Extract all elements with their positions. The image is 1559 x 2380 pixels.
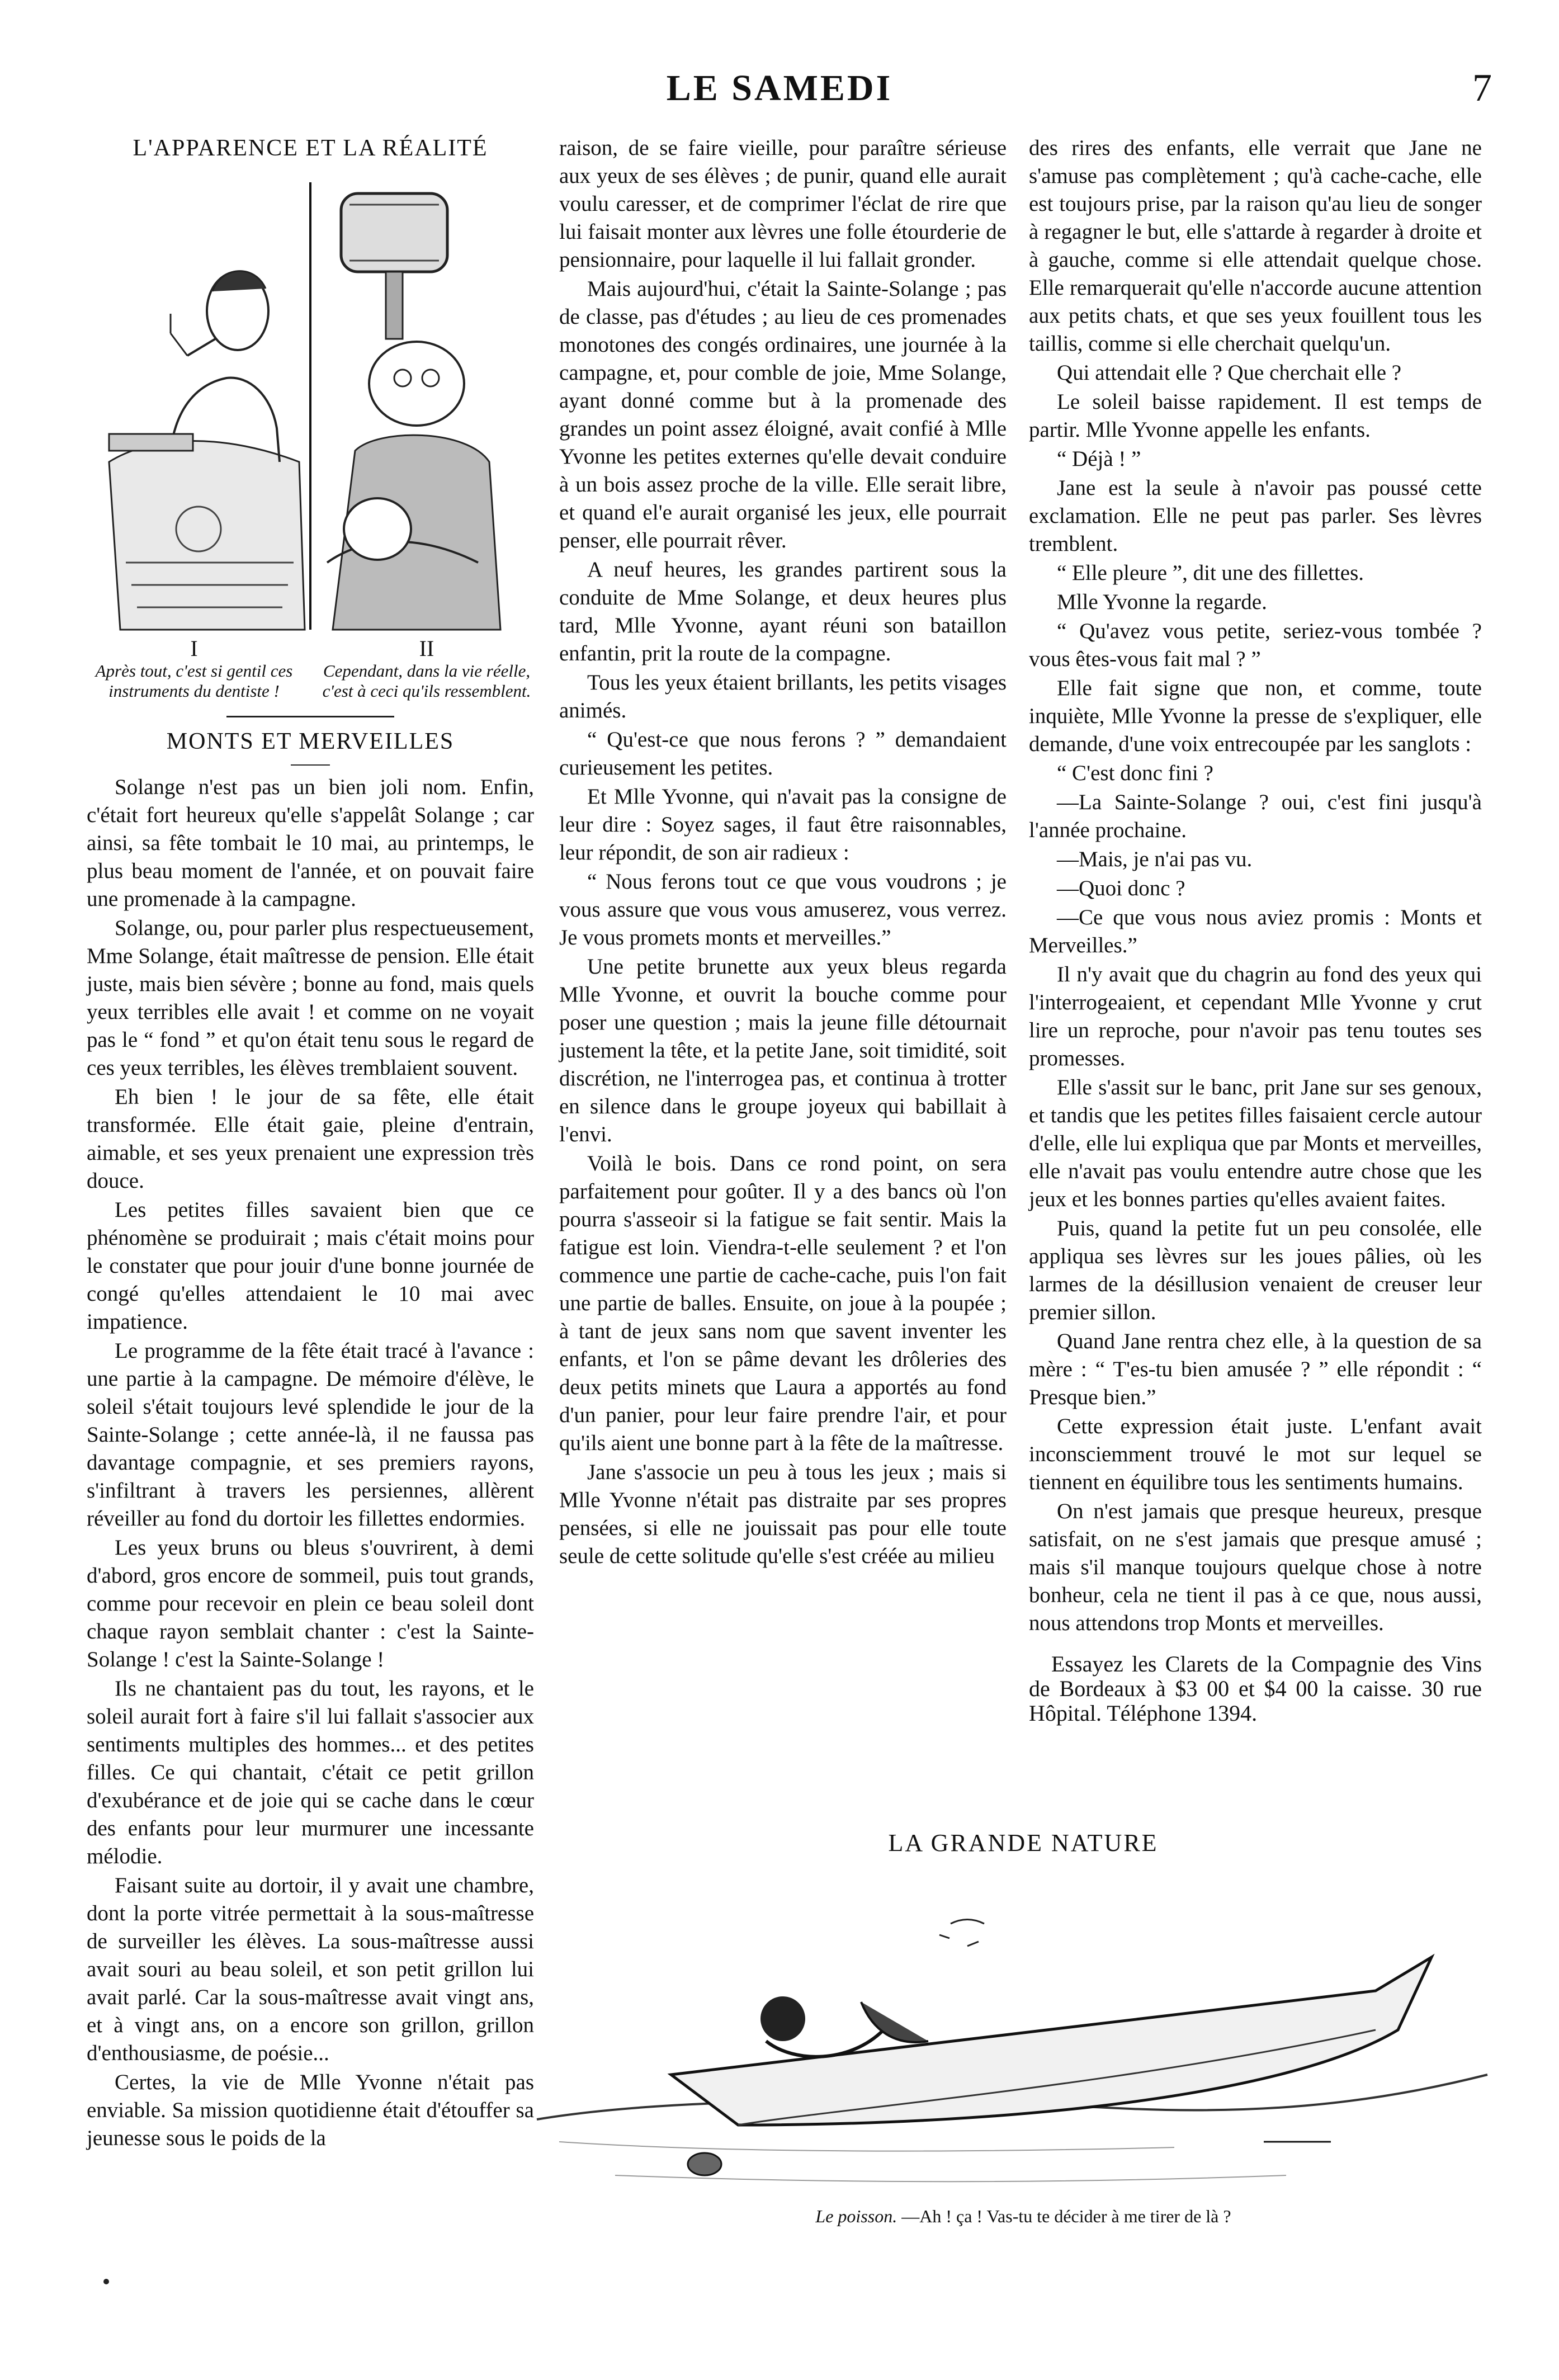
story-paragraph: Puis, quand la petite fut un peu consolée, elle appliqua ses lèvres sur les joues pâlies, où les larmes de la désillusion venaient de creuser leur premier sillon. — [1029, 1216, 1482, 1324]
cartoon-title: LA GRANDE NATURE — [888, 1829, 1159, 1857]
story-paragraph: Cette expression était juste. L'enfant avait inconsciemment trouvé le mot sur lequel se tiennent en équilibre tous les sentiments humains. — [1029, 1414, 1482, 1494]
story-paragraph: “ Qu'avez vous petite, seriez-vous tombée ? vous êtes-vous fait mal ? ” — [1029, 619, 1482, 671]
story-paragraph: Mais aujourd'hui, c'était la Sainte-Solange ; pas de classe, pas d'études ; au lieu de ces promenades monotones des congés ordinaires, une journée à la campagne, et, pour comble de joie, Mme Solange, ayant donné comme but à la promenade des grandes un point assez éloigné, avait confié à Mlle Yvonne les petites externes qu'elle devait conduire à un bois assez proche de la ville. Elle serait libre, et quand el'e aurait organisé les jeux, elle pourrait penser, elle pourrait rêver. — [559, 277, 1007, 552]
page-mark — [103, 2279, 109, 2284]
story-paragraph: Le soleil baisse rapidement. Il est temps de partir. Mlle Yvonne appelle les enfants. — [1029, 390, 1482, 442]
story-paragraph: Il n'y avait que du chagrin au fond des yeux qui l'interrogeaient, et cependant Mlle Yvonne y crut lire un reproche, pour n'avoir pas tenu toutes ses promesses. — [1029, 962, 1482, 1070]
masthead-title: LE SAMEDI — [666, 68, 893, 108]
story-paragraph: des rires des enfants, elle verrait que Jane ne s'amuse pas complètement ; qu'à cache-cache, elle est toujours prise, par la raison qu'au lieu de songer à regagner le but, elle s'attarde à regarder à droite et à gauche, comme si elle attendait quelque chose. Elle remarquerait qu'elle n'accorde aucune attention aux petits chats, et que ses yeux fouillent tous les taillis, comme si elle cherchait quelqu'un. — [1029, 136, 1482, 356]
story-paragraph: Jane s'associe un peu à tous les jeux ; mais si Mlle Yvonne n'était pas distraite par ses propres pensées, si elle ne jouissait pas pour elle toute seule de cette solitude qu'elle s'est créée au milieu — [559, 1460, 1007, 1568]
story-paragraph: Certes, la vie de Mlle Yvonne n'était pas enviable. Sa mission quotidienne était d'étouffer sa jeunesse sous le poids de la — [87, 2070, 534, 2150]
panel-1-caption-text: Après tout, c'est si gentil ces instruments du dentiste ! — [95, 661, 293, 701]
story-title: MONTS ET MERVEILLES — [166, 729, 455, 754]
story-paragraph: —Quoi donc ? — [1057, 876, 1185, 900]
story-paragraph: Solange, ou, pour parler plus respectueusement, Mme Solange, était maîtresse de pension. Elle était juste, mais bien sévère ; bonne au fond, mais quels yeux terribles elle avait ! et comme on ne voyait pas le “ fond ” et qu'on était tenu sous le regard de ces yeux terribles, les élèves tremblaient souvent. — [87, 916, 534, 1080]
story-paragraph: Les petites filles savaient bien que ce phénomène se produirait ; mais c'était moins pour le constater que pour jouir d'une bonne journée de congé qu'elles attendaient le 10 mai avec impatience. — [87, 1198, 534, 1334]
column-2 — [559, 134, 1007, 1570]
story-paragraph: Le programme de la fête était tracé à l'avance : une partie à la campagne. De mémoire d'élève, le soleil s'était toujours levé splendide le jour de la Sainte-Solange ; cette année-là, il ne faussa pas davantage compagnie, et ses premiers rayons, s'infiltrant à travers les persiennes, allèrent réveiller au fond du dortoir les fillettes endormies. — [87, 1339, 534, 1531]
story-paragraph: —Ce que vous nous aviez promis : Monts et Merveilles.” — [1029, 905, 1482, 957]
story-paragraph: “ C'est donc fini ? — [1057, 761, 1213, 785]
story-paragraph: Mlle Yvonne la regarde. — [1057, 590, 1267, 614]
story-paragraph: Faisant suite au dortoir, il y avait une chambre, dont la porte vitrée permettait à la sous-maîtresse de surveiller les élèves. La sous-maîtresse aussi avait souri au beau soleil, et son petit grillon lui avait parlé. Car la sous-maîtresse avait vingt ans, et à vingt ans, on a encore son grillon, grillon d'enthousiasme, de poésie... — [87, 1873, 534, 2065]
illustration-captions — [87, 636, 534, 701]
story-paragraph: Et Mlle Yvonne, qui n'avait pas la consigne de leur dire : Soyez sages, il faut être raisonnables, leur répondit, de son air radieux : — [559, 785, 1007, 865]
boat-cartoon-drawing — [503, 1862, 1499, 2198]
story-paragraph: Quand Jane rentra chez elle, à la question de sa mère : “ T'es-tu bien amusée ? ” elle répondit : “ Presque bien.” — [1029, 1329, 1482, 1409]
story-paragraph: Tous les yeux étaient brillants, les petits visages animés. — [559, 670, 1007, 722]
story-paragraph: Qui attendait elle ? Que cherchait elle ? — [1057, 361, 1402, 385]
story-paragraph: A neuf heures, les grandes partirent sous la conduite de Mme Solange, et deux heures plus tard, Mlle Yvonne, ayant réuni son bataillon enfantin, prit la route de la compagne. — [559, 558, 1007, 665]
cartoon-caption-speaker: Le poisson. — [815, 2206, 897, 2226]
title-rule — [291, 764, 330, 766]
column-1 — [87, 134, 534, 2152]
story-paragraph: “ Elle pleure ”, dit une des fillettes. — [1057, 561, 1364, 585]
story-paragraph: Jane est la seule à n'avoir pas poussé cette exclamation. Elle ne peut pas parler. Ses lèvres tremblent. — [1029, 476, 1482, 556]
story-column-1 — [87, 773, 534, 2152]
story-paragraph: —Mais, je n'ai pas vu. — [1057, 847, 1253, 871]
story-paragraph: Une petite brunette aux yeux bleus regarda Mlle Yvonne, et ouvrit la bouche comme pour poser une question ; mais la jeune fille détournait justement la tête, et la petite Jane, soit timidité, soit discrétion, ne l'interrogea pas, et continua à trotter en silence dans le groupe joyeux qui babillait à l'envi. — [559, 955, 1007, 1146]
panel-2-caption-text: Cependant, dans la vie réelle, c'est à ceci qu'ils ressemblent. — [322, 661, 531, 701]
illustration-title: L'APPARENCE ET LA RÉALITÉ — [133, 135, 488, 161]
story-paragraph: Elle fait signe que non, et comme, toute inquiète, Mlle Yvonne la presse de s'expliquer, elle demande, d'une voix entrecoupée par les sanglots : — [1029, 676, 1482, 756]
cartoon-caption — [559, 2206, 1487, 2227]
wine-advertisement: Essayez les Clarets de la Compagnie des Vins de Bordeaux à $3 00 et $4 00 la caisse. 30 rue Hôpital. Téléphone 1394. — [1029, 1651, 1482, 1726]
story-paragraph: Eh bien ! le jour de sa fête, elle était transformée. Elle était gaie, pleine d'entrain, aimable, et ses yeux prenaient une expression très douce. — [87, 1085, 534, 1193]
panel-1-drawing — [109, 271, 305, 630]
panel-1-caption — [87, 636, 301, 701]
section-rule — [226, 716, 394, 717]
dentist-illustration — [87, 171, 534, 635]
story-paragraph: —La Sainte-Solange ? oui, c'est fini jusqu'à l'année prochaine. — [1029, 790, 1482, 842]
story-paragraph: Voilà le bois. Dans ce rond point, on sera parfaitement pour goûter. Il y a des bancs où l'on pourra s'asseoir si la fatigue se fait sentir. Mais la fatigue est loin. Viendra-t-elle seulement ? et l'on commence une partie de cache-cache, puis l'on fait une partie de balles. Ensuite, on joue à la poupée ; à tant de jeux sans nom que savent inventer les enfants, et l'on se pâme devant les drôleries des deux petits minets que Laura a apportés au fond d'un panier, pour leur faire prendre l'air, et pour qu'ils aient une bonne part à la fête de la maîtresse. — [559, 1151, 1007, 1455]
story-paragraph: Les yeux bruns ou bleus s'ouvrirent, à demi d'abord, gros encore de sommeil, puis tout grands, comme pour recevoir en plein ce beau soleil dont chaque rayon semblait chanter : c'est la Sainte-Solange ! c'est la Sainte-Solange ! — [87, 1536, 534, 1671]
story-paragraph: “ Qu'est-ce que nous ferons ? ” demandaient curieusement les petites. — [559, 728, 1007, 780]
story-paragraph: Solange n'est pas un bien joli nom. Enfin, c'était fort heureux qu'elle s'appelât Solange ; car ainsi, sa fête tombait le 10 mai, au printemps, le plus beau moment de l'année, et on pouvait faire une promenade à la campagne. — [87, 775, 534, 911]
story-paragraph: Elle s'assit sur le banc, prit Jane sur ses genoux, et tandis que les petites filles faisaient cercle autour d'elle, elle lui expliqua que par Monts et merveilles, elle n'avait pas voulu entendre autre chose que les jeux et les bonnes parties qu'elles avaient faites. — [1029, 1075, 1482, 1211]
panel-1-number: I — [190, 636, 198, 661]
panel-2-number: II — [419, 636, 434, 661]
panel-2-caption — [319, 636, 534, 701]
story-paragraph: Ils ne chantaient pas du tout, les rayons, et le soleil aurait fort à faire s'il lui fallait s'associer aux sentiments multiples des hommes... et des petites filles. Ce qui chantait, c'était ce petit grillon d'exubérance et de joie qui se cache dans le cœur des enfants pour leur murmurer une incessante mélodie. — [87, 1677, 534, 1868]
cartoon-caption-text: —Ah ! ça ! Vas-tu te décider à me tirer de là ? — [901, 2206, 1231, 2226]
page-number: 7 — [1472, 67, 1492, 110]
story-paragraph: raison, de se faire vieille, pour paraître sérieuse aux yeux de ses élèves ; de punir, quand elle aurait voulu caresser, et de comprimer l'éclat de rire que lui faisait monter aux lèvres une folle étourderie de pensionnaire, pour laquelle il lui fallait gronder. — [559, 136, 1007, 272]
story-paragraph: “ Nous ferons tout ce que vous voudrons ; je vous assure que vous vous amuserez, vous verrez. Je vous promets monts et merveilles.” — [559, 870, 1007, 950]
story-paragraph: “ Déjà ! ” — [1057, 447, 1141, 471]
panel-2-drawing — [327, 193, 500, 630]
story-paragraph: On n'est jamais que presque heureux, presque satisfait, on ne s'est jamais que presque amusé ; mais s'il manque toujours quelque chose à notre bonheur, cela ne tient il pas à ce que, nous aussi, nous attendons trop Monts et merveilles. — [1029, 1499, 1482, 1635]
column-3 — [1029, 134, 1482, 1726]
